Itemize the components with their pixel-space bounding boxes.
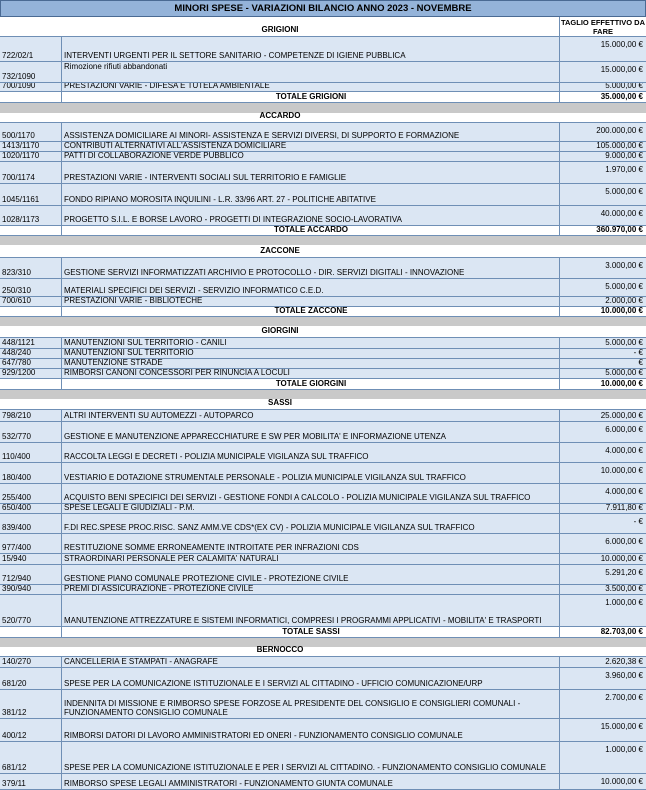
section-name: GIORGINI	[261, 326, 299, 335]
description-cell	[62, 369, 560, 378]
description-cell	[62, 297, 560, 306]
budget-code-cell	[0, 595, 62, 626]
amount-cell	[560, 595, 646, 626]
section-total-row	[0, 92, 646, 103]
description-cell	[62, 206, 560, 225]
item-description: Rimozione rifiuti abbandonati	[64, 62, 168, 71]
item-description: SPESE LEGALI E GIUDIZIALI - P.M.	[64, 504, 195, 512]
section-name: GRIGIONI	[261, 25, 299, 34]
description-cell	[62, 565, 560, 584]
item-description: PRESTAZIONI VARIE - INTERVENTI SOCIALI SUL TERRITORIO E FAMIGLIE	[64, 173, 347, 182]
budget-code-cell	[0, 668, 62, 689]
section-header	[0, 245, 646, 258]
amount-cell	[560, 152, 646, 161]
amount-cell	[560, 338, 646, 348]
item-description: PATTI DI COLLABORAZIONE VERDE PUBBLICO	[64, 152, 244, 160]
budget-code-cell	[0, 463, 62, 483]
section-header	[0, 113, 646, 123]
item-amount: 5.000,00 €	[605, 187, 643, 196]
budget-code: 700/1174	[2, 173, 35, 182]
budget-code: 448/240	[2, 349, 31, 357]
item-description: VESTIARIO E DOTAZIONE STRUMENTALE PERSONALE - POLIZIA MUNICIPALE VIGILANZA SUL TRAFFICO	[64, 473, 466, 482]
table-row	[0, 719, 646, 742]
description-cell	[62, 719, 560, 741]
item-description: ACQUISTO BENI SPECIFICI DEI SERVIZI - GESTIONE FONDI A CALCOLO - POLIZIA MUNICIPALE VIGILANZA SUL TRAFFICO	[64, 493, 531, 502]
budget-code: 532/770	[2, 432, 31, 441]
budget-code-cell	[0, 142, 62, 151]
budget-code: 798/210	[2, 411, 31, 420]
item-description: PRESTAZIONI VARIE - BIBLIOTECHE	[64, 297, 203, 305]
description-cell	[62, 410, 560, 421]
section-name: ZACCONE	[260, 246, 300, 255]
amount-cell	[560, 422, 646, 442]
description-cell	[62, 668, 560, 689]
description-cell	[62, 742, 560, 773]
budget-code: 1028/1173	[2, 215, 40, 224]
amount-cell	[560, 359, 646, 368]
item-amount: 6.000,00 €	[605, 425, 643, 434]
amount-cell	[560, 410, 646, 421]
description-cell	[62, 534, 560, 553]
item-description: GESTIONE SERVIZI INFORMATIZZATI ARCHIVIO E PROTOCOLLO - DIR. SERVIZI DIGITALI - INNOVAZIONE	[64, 268, 465, 277]
table-row	[0, 534, 646, 554]
description-cell	[62, 443, 560, 462]
budget-code: 700/610	[2, 297, 31, 305]
amount-cell	[560, 83, 646, 91]
budget-code-cell	[0, 123, 62, 141]
item-amount: 4.000,00 €	[605, 446, 643, 455]
item-description: RIMBORSI CANONI CONCESSORI PER RINUNCIA A LOCULI	[64, 369, 290, 377]
budget-code: 500/1170	[2, 131, 35, 140]
budget-code-cell	[0, 297, 62, 306]
table-row	[0, 443, 646, 463]
amount-cell	[560, 514, 646, 533]
budget-code: 381/12	[2, 708, 27, 717]
table-row	[0, 206, 646, 226]
budget-code: 700/1090	[2, 83, 36, 90]
table-row	[0, 422, 646, 443]
item-amount: 10.000,00 €	[600, 777, 643, 786]
item-amount: 2.620,38 €	[605, 657, 643, 666]
table-row	[0, 742, 646, 774]
budget-code-cell	[0, 554, 62, 564]
amount-cell	[560, 719, 646, 741]
item-amount: 9.000,00 €	[605, 152, 643, 160]
budget-code-cell	[0, 206, 62, 225]
table-row	[0, 162, 646, 184]
budget-code: 1413/1170	[2, 142, 40, 150]
section-header	[0, 399, 646, 410]
table-row	[0, 359, 646, 369]
budget-code: 722/02/1	[2, 51, 34, 60]
budget-code-cell	[0, 422, 62, 442]
section-total-amount: 10.000,00 €	[600, 379, 643, 388]
budget-code-cell	[0, 279, 62, 296]
item-description: MANUTENZIONE ATTREZZATURE E SISTEMI INFORMATICI, COMPRESI I PROGRAMMI APPLICATIVI - MOBILITA' E TRASPORTI	[64, 616, 542, 625]
amount-cell	[560, 534, 646, 553]
budget-code: 400/12	[2, 731, 27, 740]
budget-code: 823/310	[2, 268, 31, 277]
item-amount: 1.970,00 €	[605, 165, 643, 174]
budget-code-cell	[0, 369, 62, 378]
table-row	[0, 595, 646, 627]
table-row	[0, 463, 646, 484]
budget-code: 1020/1170	[2, 152, 40, 160]
budget-code-cell	[0, 774, 62, 789]
item-description: SPESE PER LA COMUNICAZIONE ISTITUZIONALE E I SERVIZI AL CITTADINO - UFFICIO COMUNICAZIONE/URP	[64, 679, 483, 688]
section-total-label: TOTALE ACCARDO	[273, 225, 349, 234]
section-total-label: TOTALE GRIGIONI	[275, 92, 347, 101]
table-row	[0, 338, 646, 349]
budget-code-cell	[0, 657, 62, 667]
item-amount: 15.000,00 €	[600, 65, 643, 74]
amount-cell	[560, 184, 646, 205]
amount-cell	[560, 484, 646, 503]
item-amount: 15.000,00 €	[600, 722, 643, 731]
section-total-label: TOTALE ZACCONE	[274, 306, 348, 315]
item-amount: - €	[633, 517, 643, 526]
table-row	[0, 514, 646, 534]
item-amount: 5.000,00 €	[605, 83, 643, 90]
sheet-title-text: MINORI SPESE - VARIAZIONI BILANCIO ANNO 2023 - NOVEMBRE	[174, 3, 472, 14]
item-amount: 5.291,20 €	[605, 568, 643, 577]
budget-code-cell	[0, 534, 62, 553]
item-description: MATERIALI SPECIFICI DEI SERVIZI - SERVIZIO INFORMATICO C.E.D.	[64, 286, 324, 295]
item-amount: 5.000,00 €	[605, 369, 643, 377]
item-amount: 3.500,00 €	[605, 585, 643, 593]
budget-code: 390/940	[2, 585, 31, 593]
table-row	[0, 83, 646, 92]
item-description: RIMBORSO SPESE LEGALI AMMINISTRATORI - FUNZIONAMENTO GIUNTA COMUNALE	[64, 779, 393, 788]
section-header	[0, 326, 646, 338]
item-description: MANUTENZIONI SUL TERRITORIO - CANILI	[64, 338, 227, 347]
amount-cell	[560, 443, 646, 462]
description-cell	[62, 142, 560, 151]
budget-code: 712/940	[2, 574, 31, 583]
description-cell	[62, 504, 560, 513]
budget-code: 140/270	[2, 657, 31, 666]
table-row	[0, 410, 646, 422]
table-row	[0, 484, 646, 504]
table-row	[0, 504, 646, 514]
description-cell	[62, 83, 560, 91]
description-cell	[62, 184, 560, 205]
table-row	[0, 142, 646, 152]
item-amount: 105.000,00 €	[596, 142, 643, 150]
column-divider	[559, 17, 560, 36]
section-total-amount: 82.703,00 €	[600, 627, 643, 636]
budget-code-cell	[0, 514, 62, 533]
budget-code-cell	[0, 585, 62, 594]
description-cell	[62, 152, 560, 161]
section-total-amount: 360.970,00 €	[596, 225, 643, 234]
amount-cell	[560, 297, 646, 306]
budget-code: 180/400	[2, 473, 31, 482]
section-header	[0, 17, 646, 37]
item-amount: 6.000,00 €	[605, 537, 643, 546]
table-row	[0, 123, 646, 142]
budget-code: 681/20	[2, 679, 27, 688]
item-description: F.DI REC.SPESE PROC.RISC. SANZ AMM.VE CDS*(EX CV) - POLIZIA MUNICIPALE VIGILANZA SUL TRAFFICO	[64, 523, 475, 532]
amount-cell	[560, 742, 646, 773]
budget-code-cell	[0, 162, 62, 183]
budget-code-cell	[0, 37, 62, 61]
budget-code: 379/11	[2, 779, 26, 788]
description-cell	[62, 279, 560, 296]
description-cell	[62, 338, 560, 348]
item-amount: 10.000,00 €	[600, 554, 643, 563]
amount-cell	[560, 668, 646, 689]
description-cell	[62, 554, 560, 564]
item-description: INDENNITA DI MISSIONE E RIMBORSO SPESE FORZOSE AL PRESIDENTE DEL CONSIGLIO E CONSIGLIERI COMUNALI - FUNZIONAMENTO CONSIGLIO COMUNALE	[64, 699, 521, 717]
item-description: ASSISTENZA DOMICILIARE AI MINORI- ASSISTENZA E SERVIZI DIVERSI, DI SUPPORTO E FORMAZIONE	[64, 131, 460, 140]
item-description: CANCELLERIA E STAMPATI - ANAGRAFE	[64, 657, 218, 666]
budget-code-cell	[0, 742, 62, 773]
amount-cell	[560, 258, 646, 278]
budget-code-cell	[0, 152, 62, 161]
table-row	[0, 668, 646, 690]
description-cell	[62, 62, 560, 82]
table-row	[0, 774, 646, 790]
table-row	[0, 152, 646, 162]
item-amount: 25.000,00 €	[600, 411, 643, 420]
budget-code-cell	[0, 484, 62, 503]
item-description: MANUTENZIONE STRADE	[64, 359, 163, 367]
description-cell	[62, 123, 560, 141]
table-row	[0, 62, 646, 83]
budget-code: 681/12	[2, 763, 27, 772]
budget-code: 839/400	[2, 523, 31, 532]
description-cell	[62, 774, 560, 789]
section-total-label: TOTALE GIORGINI	[275, 379, 347, 388]
section-total-row	[0, 627, 646, 638]
amount-cell	[560, 504, 646, 513]
budget-code-cell	[0, 349, 62, 358]
table-row	[0, 184, 646, 206]
budget-code-cell	[0, 258, 62, 278]
amount-cell	[560, 142, 646, 151]
budget-code: 1045/1161	[2, 195, 40, 204]
amount-cell	[560, 565, 646, 584]
item-amount: 4.000,00 €	[605, 487, 643, 496]
table-row	[0, 279, 646, 297]
amount-cell	[560, 463, 646, 483]
item-description: RESTITUZIONE SOMME ERRONEAMENTE INTROITATE PER INFRAZIONI CDS	[64, 543, 359, 552]
budget-code-cell	[0, 565, 62, 584]
item-amount: 3.000,00 €	[605, 261, 643, 270]
section-name: BERNOCCO	[256, 645, 304, 654]
description-cell	[62, 463, 560, 483]
section-separator	[0, 236, 646, 245]
item-description: GESTIONE E MANUTENZIONE APPARECCHIATURE E SW PER MOBILITA' E INFORMAZIONE UTENZA	[64, 432, 447, 441]
budget-code: 977/400	[2, 543, 31, 552]
budget-code-cell	[0, 62, 62, 82]
description-cell	[62, 595, 560, 626]
section-name: ACCARDO	[259, 111, 301, 120]
table-row	[0, 349, 646, 359]
amount-cell	[560, 62, 646, 82]
section-header	[0, 647, 646, 657]
item-description: PRESTAZIONI VARIE - DIFESA E TUTELA AMBIENTALE	[64, 83, 270, 90]
amount-cell	[560, 37, 646, 61]
budget-code-cell	[0, 338, 62, 348]
description-cell	[62, 422, 560, 442]
item-description: PROGETTO S.I.L. E BORSE LAVORO - PROGETTI DI INTEGRAZIONE SOCIO-LAVORATIVA	[64, 215, 402, 224]
table-row	[0, 565, 646, 585]
section-total-row	[0, 307, 646, 317]
section-name: SASSI	[267, 398, 292, 407]
section-total-amount: 10.000,00 €	[600, 306, 643, 315]
budget-code-cell	[0, 184, 62, 205]
table-row	[0, 554, 646, 565]
budget-code-cell	[0, 83, 62, 91]
description-cell	[62, 37, 560, 61]
table-row	[0, 37, 646, 62]
budget-code-cell	[0, 690, 62, 718]
amount-cell	[560, 369, 646, 378]
item-description: CONTRIBUTI ALTERNATIVI ALL'ASSISTENZA DOMICILIARE	[64, 142, 287, 150]
item-description: FONDO RIPIANO MOROSITA INQUILINI - L.R. 33/96 ART. 27 - POLITICHE ABITATIVE	[64, 195, 376, 204]
amount-cell	[560, 123, 646, 141]
item-description: PREMI DI ASSICURAZIONE - PROTEZIONE CIVILE	[64, 585, 254, 593]
budget-code-cell	[0, 719, 62, 741]
section-total-row	[0, 379, 646, 390]
budget-code: 15/940	[2, 554, 27, 563]
item-amount: 40.000,00 €	[600, 209, 643, 218]
item-amount: 7.911,80 €	[605, 504, 643, 512]
amount-cell	[560, 206, 646, 225]
item-description: STRAORDINARI PERSONALE PER CALAMITA' NATURALI	[64, 554, 279, 563]
amount-cell	[560, 349, 646, 358]
item-amount: 5.000,00 €	[605, 338, 643, 347]
budget-code: 250/310	[2, 286, 31, 295]
amount-cell	[560, 774, 646, 789]
item-amount: €	[638, 359, 643, 367]
item-description: GESTIONE PIANO COMUNALE PROTEZIONE CIVILE - PROTEZIONE CIVILE	[64, 574, 349, 583]
budget-code: 647/780	[2, 359, 31, 367]
item-amount: 1.000,00 €	[605, 598, 643, 607]
item-amount: 10.000,00 €	[600, 466, 643, 475]
item-amount: - €	[633, 349, 643, 357]
amount-cell	[560, 279, 646, 296]
item-amount: 3.960,00 €	[605, 671, 643, 680]
section-separator	[0, 317, 646, 326]
budget-code: 732/1090	[2, 72, 36, 81]
section-total-amount: 35.000,00 €	[600, 92, 643, 101]
table-row	[0, 369, 646, 379]
item-amount: 5.000,00 €	[605, 282, 643, 291]
description-cell	[62, 690, 560, 718]
amount-cell	[560, 554, 646, 564]
amount-cell	[560, 585, 646, 594]
item-amount: 2.700,00 €	[605, 693, 643, 702]
item-description: MANUTENZIONI SUL TERRITORIO	[64, 349, 194, 357]
description-cell	[62, 514, 560, 533]
description-cell	[62, 657, 560, 667]
table-row	[0, 657, 646, 668]
item-description: SPESE PER LA COMUNICAZIONE ISTITUZIONALE E PER I SERVIZI AL CITTADINO. - FUNZIONAMENTO CONSIGLIO COMUNALE	[64, 763, 547, 772]
budget-code-cell	[0, 359, 62, 368]
budget-code: 520/770	[2, 616, 31, 625]
item-description: ALTRI INTERVENTI SU AUTOMEZZI - AUTOPARCO	[64, 411, 254, 420]
budget-code-cell	[0, 410, 62, 421]
section-total-row	[0, 226, 646, 236]
description-cell	[62, 359, 560, 368]
amount-cell	[560, 690, 646, 718]
amount-cell	[560, 657, 646, 667]
description-cell	[62, 349, 560, 358]
table-row	[0, 690, 646, 719]
budget-code: 650/400	[2, 504, 31, 512]
item-amount: 15.000,00 €	[600, 40, 643, 49]
description-cell	[62, 162, 560, 183]
section-total-label: TOTALE SASSI	[282, 627, 340, 636]
item-amount: 1.000,00 €	[605, 745, 643, 754]
sheet-title	[0, 0, 646, 17]
item-description: INTERVENTI URGENTI PER IL SETTORE SANITARIO - COMPETENZE DI IGIENE PUBBLICA	[64, 51, 406, 60]
budget-code: 110/400	[2, 452, 31, 461]
table-row	[0, 585, 646, 595]
budget-code-cell	[0, 504, 62, 513]
column-header-amount: TAGLIO EFFETTIVO DA FARE	[560, 18, 646, 36]
budget-code: 929/1200	[2, 369, 36, 377]
description-cell	[62, 585, 560, 594]
budget-code: 448/1121	[2, 338, 35, 347]
item-description: RACCOLTA LEGGI E DECRETI - POLIZIA MUNICIPALE VIGILANZA SUL TRAFFICO	[64, 452, 369, 461]
table-row	[0, 258, 646, 279]
amount-cell	[560, 162, 646, 183]
item-amount: 2.000,00 €	[605, 297, 643, 305]
description-cell	[62, 258, 560, 278]
description-cell	[62, 484, 560, 503]
item-amount: 200.000,00 €	[596, 126, 643, 135]
item-description: RIMBORSI DATORI DI LAVORO AMMINISTRATORI ED ONERI - FUNZIONAMENTO CONSIGLIO COMUNALE	[64, 731, 463, 740]
budget-code: 255/400	[2, 493, 31, 502]
budget-code-cell	[0, 443, 62, 462]
